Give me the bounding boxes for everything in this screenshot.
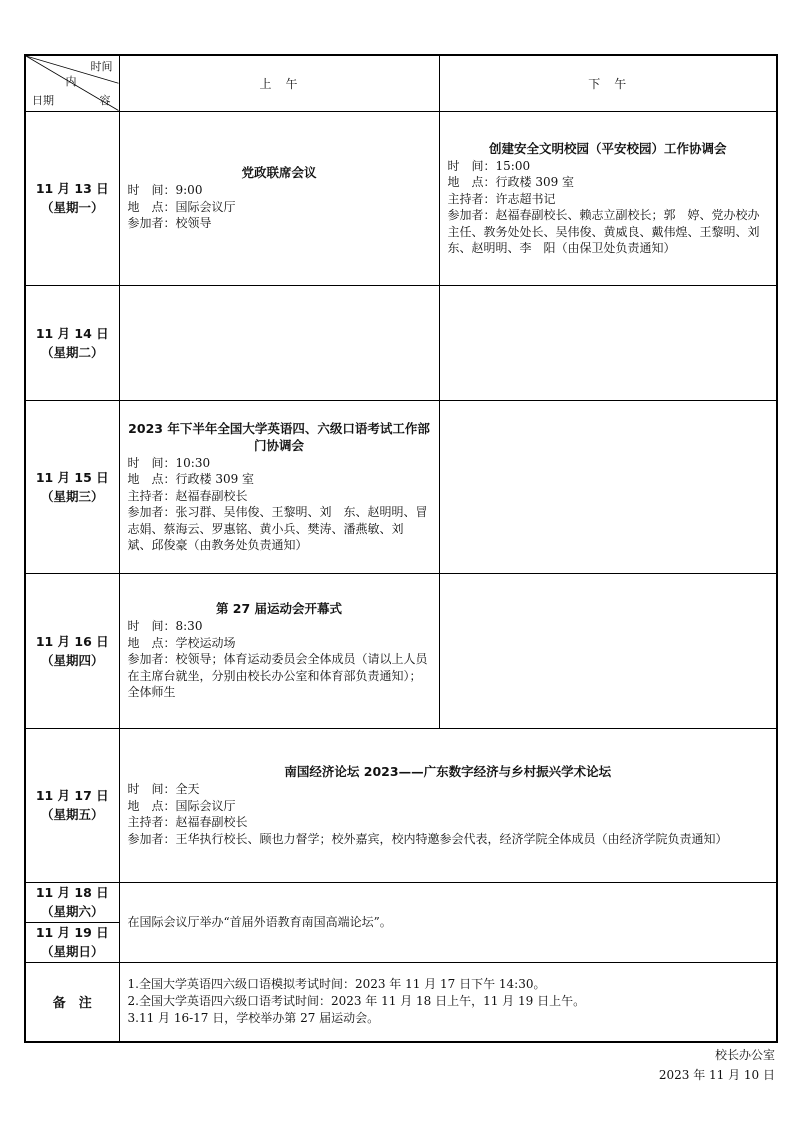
- weekday-label: （星期一）: [40, 200, 104, 215]
- meeting-host: 主持者：许志超书记: [447, 191, 556, 206]
- header-afternoon: 下 午: [439, 55, 777, 111]
- date-label: 11 月 15 日: [35, 469, 109, 485]
- remarks-label: 备 注: [25, 962, 119, 1042]
- date-cell: [25, 111, 119, 285]
- meeting-time: 时 间：全天: [127, 782, 200, 796]
- meeting-block: [120, 761, 777, 849]
- date-cell: [25, 728, 119, 882]
- date-label: 11 月 14 日: [35, 325, 109, 341]
- meeting-time: 时 间：9:00: [127, 183, 203, 198]
- header-morning: 上 午: [119, 55, 439, 111]
- remark-item: 3.11 月 16-17 日，学校举办第 27 届运动会。: [127, 1011, 380, 1026]
- date-cell: [25, 400, 119, 573]
- meeting-place: 地 点：学校运动场: [127, 635, 236, 650]
- morning-cell: [119, 111, 439, 285]
- fullday-cell: [119, 728, 777, 882]
- meeting-block: [440, 138, 777, 259]
- day-row-4: [25, 573, 777, 728]
- meeting-title: 创建安全文明校园（平安校园）工作协调会: [488, 140, 727, 156]
- weekend-text: 在国际会议厅举办“首届外语教育南国高端论坛”。: [127, 914, 392, 929]
- meeting-title: 2023 年下半年全国大学英语四、六级口语考试工作部门协调会: [128, 420, 430, 453]
- day-row-3: [25, 400, 777, 573]
- day-row-1: [25, 111, 777, 285]
- meeting-title: 南国经济论坛 2023——广东数字经济与乡村振兴学术论坛: [284, 764, 612, 779]
- corner-content-label-1: 内: [65, 75, 77, 88]
- morning-cell: [119, 400, 439, 573]
- meeting-title: 第 27 届运动会开幕式: [215, 601, 343, 617]
- remarks-cell: [119, 962, 777, 1042]
- afternoon-cell: [439, 285, 777, 400]
- date-label: 11 月 18 日: [35, 885, 109, 900]
- remark-item: 1.全国大学英语四六级口语模拟考试时间：2023 年 11 月 17 日下午 14:30。: [127, 977, 546, 992]
- day-row-5: [25, 728, 777, 882]
- afternoon-cell: [439, 111, 777, 285]
- meeting-attendees: 参加者：校领导；体育运动委员会全体成员（请以上人员在主席台就坐，分别由校长办公室和体育部负责通知）；全体师生: [127, 652, 428, 700]
- issuer-office: 校长办公室: [714, 1048, 775, 1062]
- meeting-block: [120, 598, 439, 703]
- remarks-list: [120, 974, 777, 1029]
- weekday-label: （星期日）: [40, 944, 104, 959]
- corner-content-label-2: 容: [99, 94, 111, 107]
- afternoon-cell: [439, 400, 777, 573]
- header-row: [25, 55, 777, 111]
- meeting-block: [120, 162, 439, 234]
- date-label: 11 月 19 日: [35, 925, 109, 940]
- meeting-host: 主持者：赵福春副校长: [127, 488, 248, 503]
- date-label: 11 月 13 日: [35, 181, 109, 196]
- meeting-block: [120, 418, 439, 556]
- afternoon-cell: [439, 573, 777, 728]
- day-row-2: [25, 285, 777, 400]
- date-cell: [25, 882, 119, 922]
- remark-item: 2.全国大学英语四六级口语考试时间：2023 年 11 月 18 日上午，11 月 19 日上午。: [127, 994, 586, 1009]
- date-label: 11 月 17 日: [35, 788, 109, 803]
- weekday-label: （星期六）: [40, 904, 104, 919]
- weekend-cell: [119, 882, 777, 962]
- morning-cell: [119, 285, 439, 400]
- weekday-label: （星期二）: [40, 344, 104, 360]
- meeting-place: 地 点：国际会议厅: [127, 798, 236, 813]
- meeting-time: 时 间：10:30: [127, 455, 211, 470]
- corner-cell: [25, 55, 119, 111]
- meeting-attendees: 参加者：王华执行校长、顾也力督学；校外嘉宾，校内特邀参会代表，经济学院全体成员（由经济学院负责通知）: [127, 831, 728, 846]
- corner-time-label: 时间: [90, 60, 113, 73]
- day-row-saturday: [25, 882, 777, 922]
- date-cell: [25, 573, 119, 728]
- remarks-row: [25, 962, 777, 1042]
- meeting-place: 地 点：国际会议厅: [127, 199, 236, 214]
- meeting-attendees: 参加者：赵福春副校长、赖志立副校长；郭 婷、党办校办主任、教务处处长、吴伟俊、黄威良、戴伟煌、王黎明、刘 东、赵明明、李 阳（由保卫处负责通知）: [447, 208, 772, 255]
- meeting-attendees: 参加者：张习群、吴伟俊、王黎明、刘 东、赵明明、冒志娟、蔡海云、罗惠铭、黄小兵、樊涛、潘燕敏、刘 斌、邱俊豪（由教务处负责通知）: [127, 505, 428, 552]
- meeting-time: 时 间：8:30: [127, 619, 203, 634]
- meeting-time: 时 间：15:00: [447, 158, 531, 173]
- weekday-label: （星期三）: [40, 488, 104, 504]
- meeting-place: 地 点：行政楼 309 室: [127, 472, 255, 486]
- weekday-label: （星期四）: [40, 652, 104, 668]
- meeting-place: 地 点：行政楼 309 室: [447, 175, 575, 189]
- schedule-table: [24, 54, 778, 1043]
- morning-cell: [119, 573, 439, 728]
- issue-date: 2023 年 11 月 10 日: [658, 1068, 775, 1082]
- date-cell: [25, 285, 119, 400]
- corner-date-label: 日期: [32, 94, 54, 107]
- meeting-attendees: 参加者：校领导: [127, 216, 212, 231]
- weekday-label: （星期五）: [40, 807, 104, 822]
- meeting-host: 主持者：赵福春副校长: [127, 815, 248, 829]
- meeting-title: 党政联席会议: [241, 165, 317, 181]
- date-cell: [25, 922, 119, 962]
- date-label: 11 月 16 日: [35, 633, 109, 649]
